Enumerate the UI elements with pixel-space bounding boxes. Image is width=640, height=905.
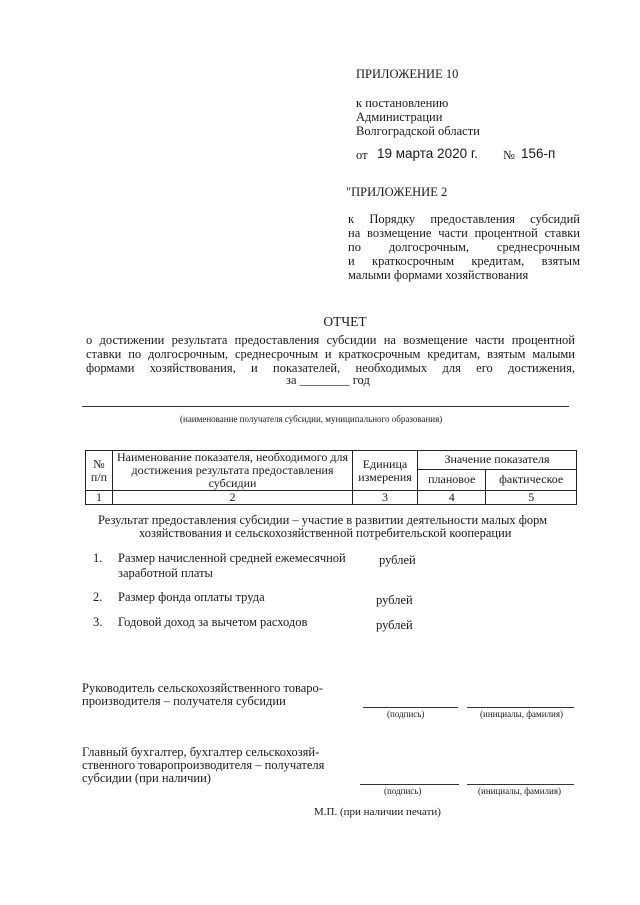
col-value-header: Значение показателя [418,451,577,470]
accountant-title-line: Главный бухгалтер, бухгалтер сельскохозяй- [82,745,320,759]
col-number: 1 [86,491,113,505]
col-number: 3 [353,491,418,505]
initials-line [467,784,574,785]
result-line: хозяйствования и сельскохозяйственной потребительской кооперации [139,526,512,540]
item-name: Годовой доход за вычетом расходов [118,615,308,629]
initials-line [467,707,574,708]
accountant-title-line: ственного товаропроизводителя – получателя [82,758,325,772]
report-year-line: за ________ год [286,373,370,387]
col-planned-header: плановое [418,469,486,490]
resolution-line: Волгоградской области [356,124,480,138]
item-name: Размер начисленной средней ежемесячной заработной платы [118,551,346,580]
appendix2-title: "ПРИЛОЖЕНИЕ 2 [346,185,448,199]
item-unit: рублей [376,618,413,632]
item-unit: рублей [376,593,413,607]
result-line: Результат предоставления субсидии – участие в развитии деятельности малых форм [98,513,548,527]
col-num-header: № п/п [86,451,113,491]
report-text-line: ставки по долгосрочным, среднесрочным и краткосрочным кредитам, взятым малыми [86,347,575,361]
appendix2-line: к Порядку предоставления субсидий [348,212,580,226]
date-value: 19 марта 2020 г. [377,146,478,161]
initials-caption: (инициалы, фамилия) [478,786,561,796]
number-value: 156-п [521,146,556,161]
resolution-line: к постановлению [356,96,449,110]
accountant-title-line: субсидии (при наличии) [82,771,211,785]
signature-line [360,784,459,785]
indicator-table [85,450,577,505]
appendix2-line: и краткосрочным кредитам, взятым [348,254,580,268]
col-number: 5 [486,491,577,505]
signature-caption: (подпись) [387,709,425,719]
head-title-line: Руководитель сельскохозяйственного товаро- [82,681,323,695]
appendix2-line: на возмещение части процентной ставки [348,226,580,240]
report-text-line: о достижении результата предоставления субсидии на возмещение части процентной [86,333,575,347]
recipient-underline [82,406,569,407]
number-prefix: № [503,148,515,162]
appendix-title: ПРИЛОЖЕНИЕ 10 [356,67,459,81]
col-actual-header: фактическое [486,469,577,490]
col-unit-header: Единица измерения [353,451,418,491]
item-number: 1. [93,551,103,565]
resolution-line: Администрации [356,110,443,124]
appendix2-line: малыми формами хозяйствования [348,268,529,282]
recipient-caption: (наименование получателя субсидии, муниципального образования) [180,414,443,424]
item-unit: рублей [379,553,416,567]
item-number: 2. [93,590,103,604]
date-prefix: от [356,148,368,162]
head-title-line: производителя – получателя субсидии [82,694,286,708]
stamp-label: М.П. (при наличии печати) [314,806,441,818]
col-name-header: Наименование показателя, необходимого для достижения результата предоставления субсидии [113,451,353,491]
col-number: 2 [113,491,353,505]
signature-caption: (подпись) [384,786,422,796]
signature-line [363,707,458,708]
item-number: 3. [93,615,103,629]
report-title: ОТЧЕТ [323,314,367,329]
col-number: 4 [418,491,486,505]
item-name: Размер фонда оплаты труда [118,590,265,604]
appendix2-line: по долгосрочным, среднесрочным [348,240,580,254]
initials-caption: (инициалы, фамилия) [480,709,563,719]
report-text-line: формами хозяйствования, и показателей, необходимых для его достижения, [86,361,575,375]
